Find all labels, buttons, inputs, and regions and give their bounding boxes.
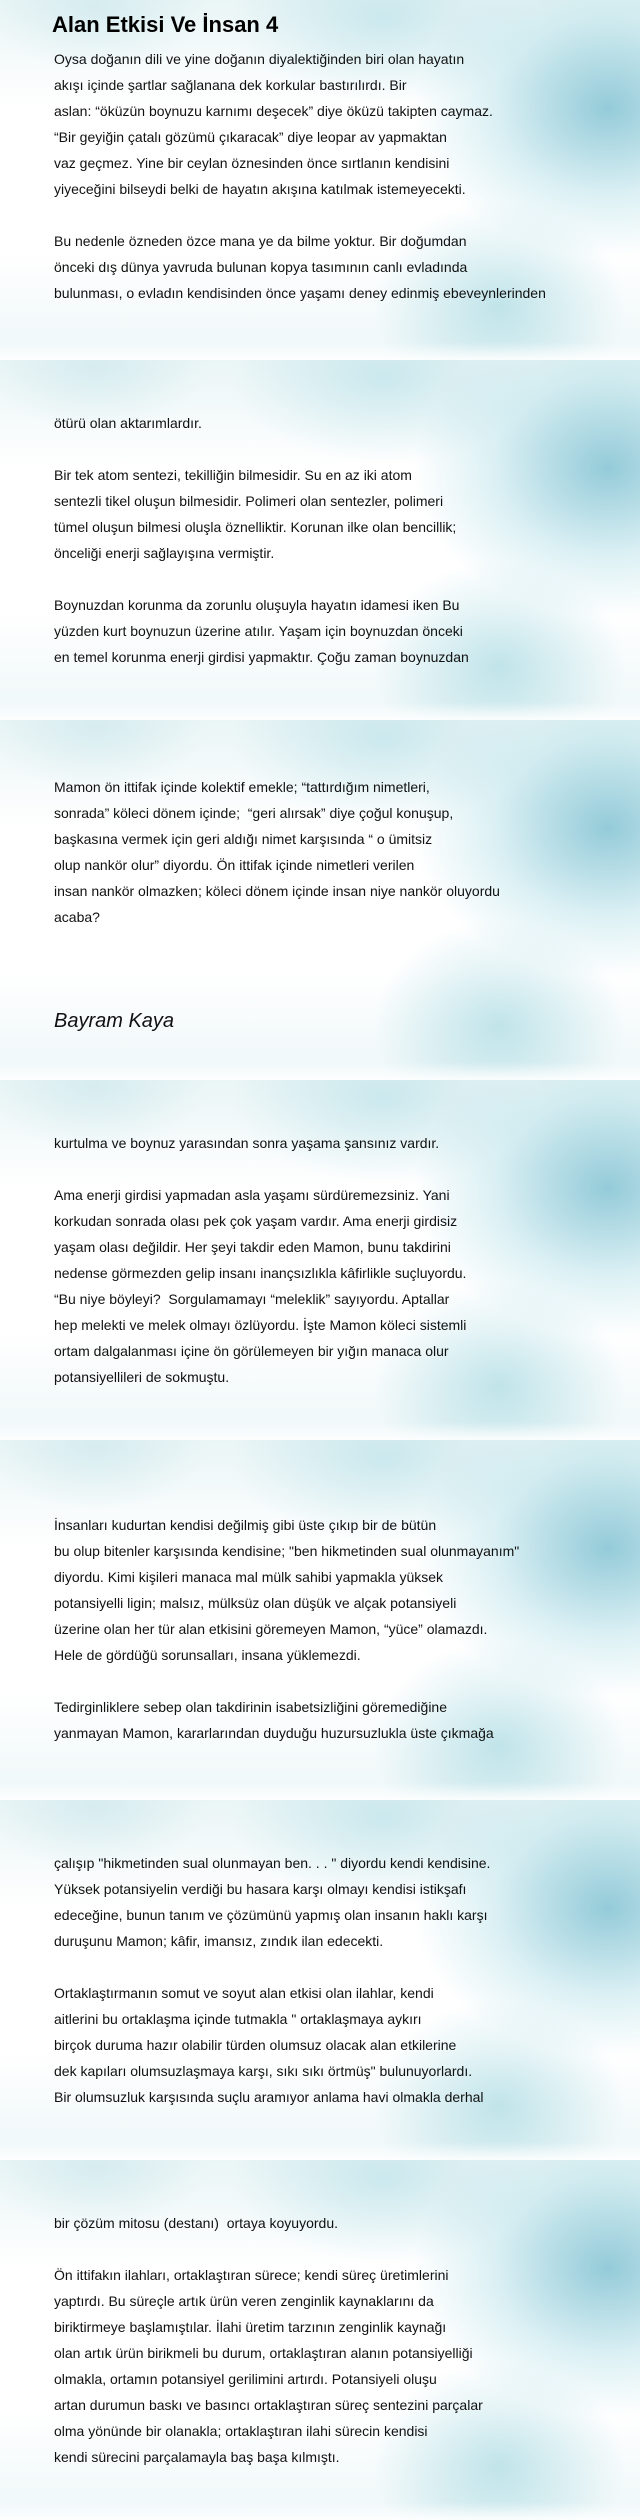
document-title: Alan Etkisi Ve İnsan 4 [52,12,279,37]
page-4 [0,1080,640,1440]
page-7 [0,2160,640,2520]
page-6-content [54,1850,640,2110]
page-6 [0,1800,640,2160]
paragraph: Ön ittifakın ilahları, ortaklaştıran sürece; kendi süreç üretimlerini yaptırdı. Bu süreçle artık ürün veren zenginlik kaynaklarını da biriktirmeye başlamıştılar. İlahi üretim tarzının zenginlik kaynağı olan artık ürün birikmeli bu durum, ortaklaştıran alanın potansiyelliği olmakla, ortamın potansiyel gerilimini artırdı. Potansiyeli oluşu artan durumun baskı ve basıncı ortaklaştıran süreç sentezini parçalar olma yönünde bir olanakla; ortaklaştıran ilahi sürecin kendisi kendi sürecini parçalamayla baş başa kılmıştı. [54,2267,483,2465]
page-2-content [54,410,640,670]
paragraph: ötürü olan aktarımlardır. [54,415,202,431]
page-3-content [54,774,640,930]
paragraph: Bir tek atom sentezi, tekilliğin bilmesidir. Su en az iki atom sentezli tikel oluşun bilmesidir. Polimeri olan sentezler, polimeri tümel oluşun bilmesi oluşla öznelliktir. Korunan ilke olan bencillik; önceliği enerji sağlayışına vermiştir. [54,467,457,561]
paragraph: Ama enerji girdisi yapmadan asla yaşamı sürdüremezsiniz. Yani korkudan sonrada olası pek çok yaşam vardır. Ama enerji girdisiz yaşam olası değildir. Her şeyi takdir eden Mamon, bunu takdirini nedense görmezden gelip insanı inançsızlıkla kâfirlikle suçluyordu. “Bu niye böyleyi? Sorgulamamayı “meleklik” sayıyordu. Aptallar hep melekti ve melek olmayı özlüyordu. İşte Mamon köleci sistemli ortam dalgalanması içine ön görülemeyen bir yığın manaca olur potansiyellileri de sokmuştu. [54,1187,467,1385]
paragraph: kurtulma ve boynuz yarasından sonra yaşama şansınız vardır. [54,1135,440,1151]
page-3 [0,720,640,1080]
paragraph: bir çözüm mitosu (destanı) ortaya koyuyordu. [54,2215,339,2231]
page-7-content [54,2210,640,2470]
page-1-content [54,46,640,306]
page-2 [0,360,640,720]
page-4-content [54,1130,640,1390]
paragraph: Mamon ön ittifak içinde kolektif emekle; “tattırdığım nimetleri, sonrada” köleci dönem içinde; “geri alırsak” diye çoğul konuşup, başkasına vermek için geri aldığı nimet karşısında “ o ümitsiz olup nankör olur” diyordu. Ön ittifak içinde nimetleri verilen insan nankör olmazken; köleci dönem içinde insan niye nankör oluyordu acaba? [54,779,500,925]
paragraph: Bu nedenle özneden özce mana ye da bilme yoktur. Bir doğumdan önceki dış dünya yavruda bulunan kopya tasımının canlı evladında bulunması, o evladın kendisinden önce yaşamı deney edinmiş ebeveynlerinden [54,233,546,301]
paragraph: çalışıp "hikmetinden sual olunmayan ben. . . " diyordu kendi kendisine. Yüksek potansiyelin verdiği bu hasara karşı olmayı kendisi istikşafı edeceğine, bunun tanım ve çözümünü yapmış olan insanın haklı karşı duruşunu Mamon; kâfir, imansız, zındık ilan edecekti. [54,1855,491,1949]
page-5-content [54,1512,640,1746]
paragraph: Ortaklaştırmanın somut ve soyut alan etkisi olan ilahlar, kendi aitlerini bu ortaklaşma içinde tutmakla " ortaklaşmaya aykırı birçok duruma hazır olabilir türden olumsuz olacak alan etkilerine dek kapıları olumsuzlaşmaya karşı, sıkı sıkı örtmüş" bulunuyorlardı. Bir olumsuzluk karşısında suçlu aramıyor anlama havi olmakla derhal [54,1985,484,2105]
paragraph: Boynuzdan korunma da zorunlu oluşuyla hayatın idamesi iken Bu yüzden kurt boynuzun üzerine atılır. Yaşam için boynuzdan önceki en temel korunma enerji girdisi yapmaktır. Çoğu zaman boynuzdan [54,597,469,665]
page-1 [0,0,640,360]
paragraph: İnsanları kudurtan kendisi değilmiş gibi üste çıkıp bir de bütün bu olup bitenler karşısında kendisine; "ben hikmetinden sual olunmayanım" diyordu. Kimi kişileri manaca mal mülk sahibi yapmakla yüksek potansiyelli ligin; malsız, mülksüz olan düşük ve alçak potansiyeli üzerine olan her tür alan etkisini göremeyen Mamon, “yüce” olamazdı. Hele de gördüğü sorunsalları, insana yüklemezdi. [54,1517,520,1663]
author-signature: Bayram Kaya [54,1010,175,1032]
paragraph: Oysa doğanın dili ve yine doğanın diyalektiğinden biri olan hayatın akışı içinde şartlar sağlanana dek korkular bastırılırdı. Bir aslan: “öküzün boynuzu karnımı deşecek” diye öküzü takipten caymaz. “Bir geyiğin çatalı gözümü çıkaracak” diye leopar av yapmaktan vaz geçmez. Yine bir ceylan öznesinden önce sırtlanın kendisini yiyeceğini bilseydi belki de hayatın akışına katılmak istemeyecekti. [54,51,493,197]
paragraph: Tedirginliklere sebep olan takdirinin isabetsizliğini göremediğine yanmayan Mamon, kararlarından duyduğu huzursuzlukla üste çıkmağa [54,1699,494,1741]
page-5 [0,1440,640,1800]
